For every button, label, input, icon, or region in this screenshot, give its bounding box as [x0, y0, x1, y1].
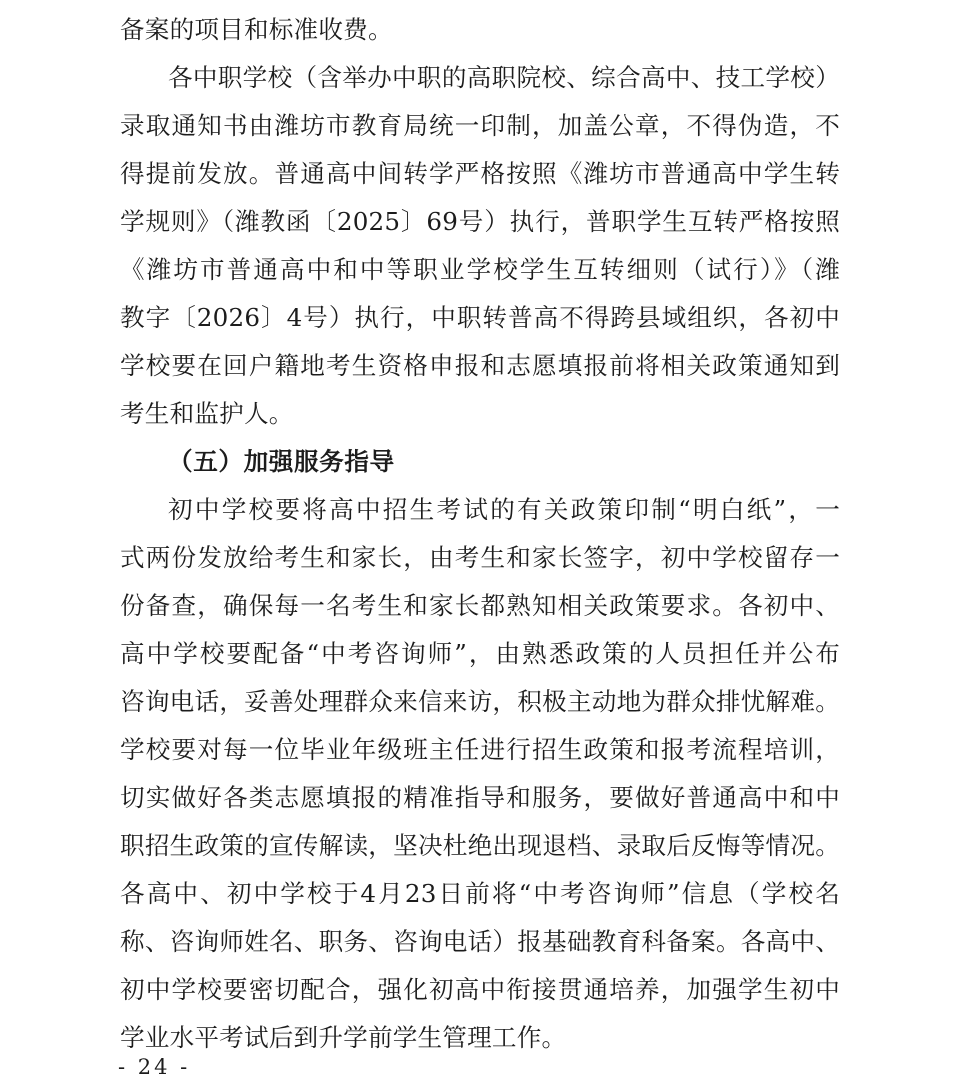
text-line: 录取通知书由潍坊市教育局统一印制，加盖公章，不得伪造，不 [120, 111, 840, 140]
text-line: 教字〔2026〕4号）执行，中职转普高不得跨县域组织，各初中 [120, 303, 840, 332]
text-line: 各高中、初中学校于4月23日前将“中考咨询师”信息（学校名 [120, 879, 840, 908]
text-line: 式两份发放给考生和家长，由考生和家长签字，初中学校留存一 [120, 543, 840, 572]
section-heading: （五）加强服务指导 [168, 447, 395, 476]
text-line: 学校要对每一位毕业年级班主任进行招生政策和报考流程培训， [120, 735, 840, 764]
text-line: 得提前发放。普通高中间转学严格按照《潍坊市普通高中学生转 [120, 159, 840, 188]
text-line: 学规则》（潍教函〔2025〕69号）执行，普职学生互转严格按照 [120, 207, 840, 236]
text-line: 学业水平考试后到升学前学生管理工作。 [120, 1023, 567, 1052]
text-line: 学校要在回户籍地考生资格申报和志愿填报前将相关政策通知到 [120, 351, 840, 380]
text-line: 初中学校要密切配合，强化初高中衔接贯通培养，加强学生初中 [120, 975, 840, 1004]
text-line: 称、咨询师姓名、职务、咨询电话）报基础教育科备案。各高中、 [120, 927, 840, 956]
text-line: 考生和监护人。 [120, 399, 294, 428]
text-line: 高中学校要配备“中考咨询师”，由熟悉政策的人员担任并公布 [120, 639, 840, 668]
paragraph-first-line: 初中学校要将高中招生考试的有关政策印制“明白纸”，一 [168, 495, 840, 524]
text-line: 份备查，确保每一名考生和家长都熟知相关政策要求。各初中、 [120, 591, 840, 620]
text-line: 备案的项目和标准收费。 [120, 15, 393, 44]
text-line: 咨询电话，妥善处理群众来信来访，积极主动地为群众排忧解难。 [120, 687, 840, 716]
page-number: - 24 - [118, 1055, 191, 1079]
paragraph-first-line: 各中职学校（含举办中职的高职院校、综合高中、技工学校） [168, 63, 840, 92]
text-line: 切实做好各类志愿填报的精准指导和服务，要做好普通高中和中 [120, 783, 840, 812]
text-line: 职招生政策的宣传解读，坚决杜绝出现退档、录取后反悔等情况。 [120, 831, 840, 860]
text-line: 《潍坊市普通高中和中等职业学校学生互转细则（试行）》（潍 [120, 255, 840, 284]
